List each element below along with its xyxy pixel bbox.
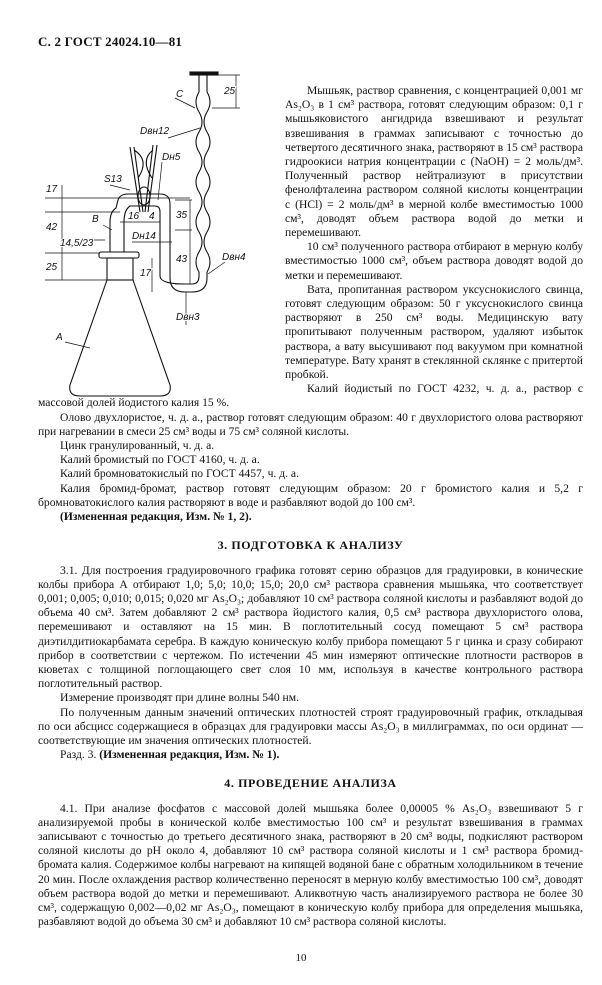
label-dvn3: Dвн3 [176, 312, 200, 323]
label-42-left: 42 [46, 222, 58, 233]
paragraph: Калий бромноватокислый по ГОСТ 4457, ч. д. а. [60, 467, 299, 481]
amendment-text: (Измененная редакция, Изм. № 1). [99, 748, 280, 762]
label-25-top: 25 [224, 86, 236, 97]
label-c: C [176, 89, 184, 100]
amendment-note: (Измененная редакция, Изм. № 1, 2). [60, 510, 252, 524]
label-16: 16 [128, 211, 140, 222]
section-3-title: 3. ПОДГОТОВКА К АНАЛИЗУ [217, 538, 404, 553]
paragraph: Калия бромид-бромат, раствор готовят следующим образом: 20 г бромистого калия и 5,2 г бромноватокислого калия растворяют в воде и разбавляют водой до 100 см³. [38, 481, 583, 509]
diagram-spacer [38, 84, 285, 386]
paragraph: Калий бромистый по ГОСТ 4160, ч. д. а. [60, 453, 260, 467]
label-joint: 14,5/23 [60, 238, 94, 249]
label-25-left: 25 [46, 262, 58, 273]
page-header: С. 2 ГОСТ 24024.10—81 [38, 34, 183, 49]
label-dvn4: Dвн4 [222, 252, 246, 263]
label-s13: S13 [104, 174, 122, 185]
paragraph: 4.1. При анализе фосфатов с массовой долей мышьяка более 0,00005 % As₂O₃ взвешивают 5 г анализируемой пробы в конической колбе вместимостью 100 см³ и результат взвешивания в граммах записывают с точностью до третьего десятичного знака, растворяют в 20 см³ воды, подкисляют раствором соляной кислоты до pH около 4, добавляют 10 см³ раствора соляной кислоты и 1 см³ раствора бромид-бромата калия. Содержимое колбы нагревают на кипящей водяной бане с обратным холодильником в течение 20 мин. После охлаждения раствор количественно переносят в мерную колбу вместимостью 100 см³, доводят объем раствора водой до метки и перемешивают. Аликвотную часть анализируемого раствора не более 30 см³, содержащую 0,002—0,02 мг As₂O₃, помещают в коническую колбу прибора для определения мышьяка, разбавляют водой до объема 30 см³ и добавляют 10 см³ раствора соляной кислоты. [38, 801, 583, 929]
label-35: 35 [176, 210, 188, 221]
label-43: 43 [176, 254, 188, 265]
label-a: A [56, 332, 63, 343]
paragraph: Олово двухлористое, ч. д. а., раствор готовят следующим образом: 40 г двухлористого олова растворяют при нагревании в смеси 25 см³ воды и 75 см³ соляной кислоты. [38, 410, 583, 438]
paragraph: Калий йодистый по ГОСТ 4232, ч. д. а., раствор с массовой долей йодистого калия 15 %. [38, 382, 583, 410]
label-dn14: Dн14 [132, 231, 156, 242]
paragraph: 10 см³ полученного раствора отбирают в мерную колбу вместимостью 1000 см³, объем раствора доводят водой до метки и перемешивают. [285, 240, 583, 282]
paragraph: Мышьяк, раствор сравнения, с концентрацией 0,001 мг As₂O₃ в 1 см³ раствора, готовят следующим образом: 0,1 г мышьяковистого ангидрида взвешивают и результат взвешивания в граммах записывают с точностью до четвертого десятичного знака, растворяют в 15 см³ раствора гидроокиси натрия концентрации c (NaOH) = 2 моль/дм³. Полученный раствор нейтрализуют в присутствии фенолфталеина раствором соляной кислоты концентрации c (HCl) = 2 моль/дм³ в мерной колбе вместимостью 1000 см³, доводят объем раствора водой до метки и перемешивают. [285, 84, 583, 240]
amendment-note [38, 748, 583, 762]
paragraph: Цинк гранулированный, ч. д. а. [60, 439, 215, 453]
label-4: 4 [149, 211, 155, 222]
amendment-prefix: Разд. 3. [60, 748, 100, 762]
page-number: 10 [295, 952, 307, 965]
label-b: B [92, 214, 99, 225]
paragraph: Измерение производят при длине волны 540 нм. [60, 691, 299, 705]
paragraph: Вата, пропитанная раствором уксуснокислого свинца, готовят следующим образом: 50 г уксуснокислого свинца растворяют в 250 см³ воды. Медицинскую вату пропитывают полученным раствором, удаляют избыток раствора, а вату высушивают под вакуумом при комнатной температуре. Вату хранят в стеклянной склянке с притертой пробкой. [285, 282, 583, 382]
label-dvn12: Dвн12 [140, 126, 170, 137]
label-17-mid: 17 [140, 268, 152, 279]
document-body [38, 0, 583, 929]
section-4-title: 4. ПРОВЕДЕНИЕ АНАЛИЗА [224, 776, 397, 791]
label-dn5: Dн5 [162, 152, 181, 163]
paragraph: 3.1. Для построения градуировочного графика готовят серию образцов для градуировки, в конические колбы прибора А отбирают 1,0; 5,0; 10,0; 15,0; 20,0 см³ раствора сравнения мышьяка, что соответствует 0,001; 0,005; 0,010; 0,015; 0,020 мг As₂O₃; добавляют 10 см³ раствора соляной кислоты и разбавляют водой до объема 40 см³. Затем добавляют 2 см³ раствора йодистого калия, 0,5 см³ раствора двухлористого олова, перемешивают и оставляют на 15 мин. В поглотительный сосуд помещают 5 см³ раствора диэтилдитиокарбамата серебра. В каждую коническую колбу прибора помещают 5 г цинка и сразу собирают прибор в соответствии с чертежом. По истечении 45 мин измеряют оптические плотности растворов в кюветах с толщиной поглощающего свет слоя 10 мм, используя в качестве контрольного раствора поглотительный раствор. [38, 563, 583, 691]
paragraph: По полученным данным значений оптических плотностей строят градуировочный график, откладывая по оси абсцисс содержащиеся в образцах для градуировки массы As₂O₃ в миллиграммах, по оси ординат — соответствующие им значения оптических плотностей. [38, 705, 583, 747]
label-17-left: 17 [46, 184, 58, 195]
